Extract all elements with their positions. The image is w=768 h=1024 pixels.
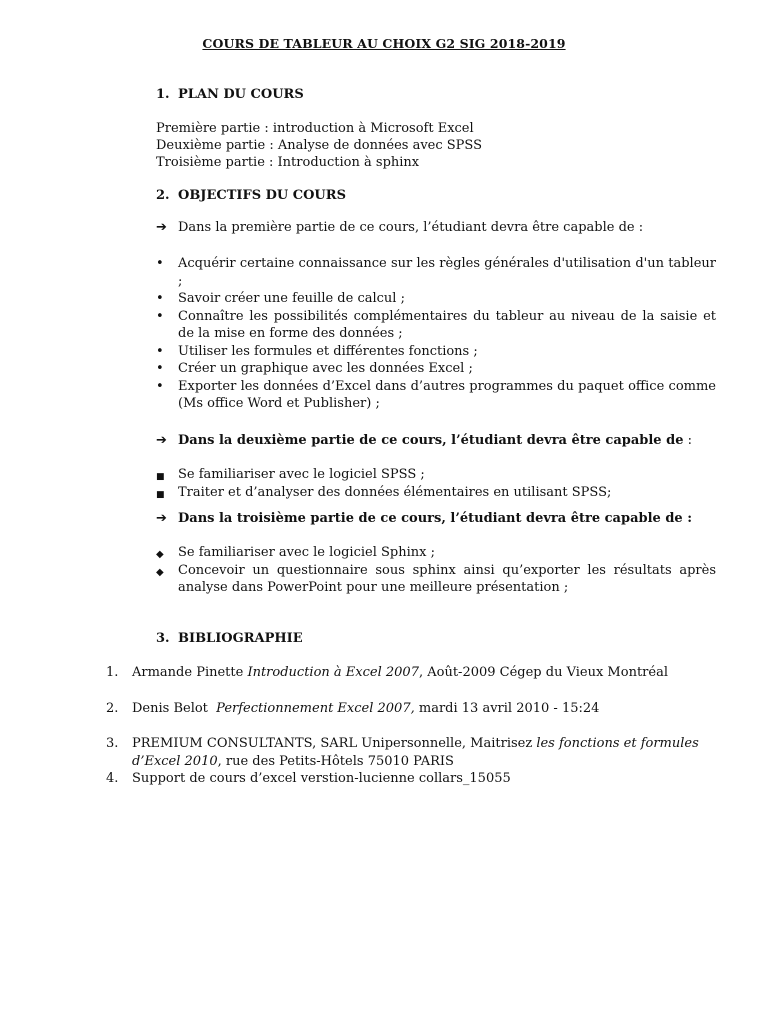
section-label: BIBLIOGRAPHIE bbox=[178, 631, 303, 646]
list-item bbox=[156, 562, 716, 597]
bullet-dot-icon: • bbox=[156, 361, 164, 376]
list-item-text: Connaître les possibilités complémentaires du tableur au niveau de la saisie et de la mise en forme des données ; bbox=[178, 308, 716, 341]
bullet-dot-icon: • bbox=[156, 343, 164, 359]
bullet-square-icon: ■ bbox=[156, 489, 165, 500]
list-item-text: Se familiariser avec le logiciel SPSS ; bbox=[178, 467, 425, 482]
section-number: 3. bbox=[156, 631, 170, 646]
list-item-text: Se familiariser avec le logiciel Sphinx ; bbox=[178, 545, 435, 560]
plan-line-3: Troisième partie : Introduction à sphinx bbox=[156, 155, 420, 170]
list-item bbox=[156, 308, 716, 343]
item-title: les fonctions et formules d’Excel 2010 bbox=[132, 736, 699, 769]
list-item bbox=[156, 255, 716, 290]
section-label: PLAN DU COURS bbox=[178, 87, 304, 102]
list-item-text: Acquérir certaine connaissance sur les règles générales d'utilisation d'un tableur ; bbox=[178, 256, 716, 289]
bibliography-item bbox=[106, 735, 716, 770]
bullet-dot-icon: • bbox=[156, 378, 164, 394]
item-details: , rue des Petits-Hôtels 75010 PARIS bbox=[217, 753, 454, 769]
bibliography-item bbox=[106, 700, 716, 718]
list-item bbox=[156, 360, 716, 378]
section-heading-objectifs bbox=[156, 188, 346, 203]
bibliography-item bbox=[106, 770, 716, 788]
item-author: Denis Belot bbox=[132, 700, 217, 716]
list-item bbox=[156, 484, 716, 502]
list-item bbox=[156, 466, 716, 484]
list-item-text: Exporter les données d’Excel dans d’autres programmes du paquet office comme (Ms office Word et Publisher) ; bbox=[178, 378, 716, 411]
list-item-text: Savoir créer une feuille de calcul ; bbox=[178, 291, 405, 306]
part2-intro bbox=[156, 432, 716, 450]
list-item-text: Traiter et d’analyser des données élémentaires en utilisant SPSS; bbox=[178, 484, 612, 500]
item-number: 3. bbox=[106, 736, 119, 751]
right-arrow-icon: ➔ bbox=[156, 433, 167, 448]
part1-intro-text: Dans la première partie de ce cours, l’étudiant devra être capable de : bbox=[178, 220, 644, 235]
section-heading-bibliographie bbox=[156, 631, 303, 646]
bullet-dot-icon: • bbox=[156, 308, 164, 324]
right-arrow-icon: ➔ bbox=[156, 511, 167, 526]
item-details: mardi 13 avril 2010 - 15:24 bbox=[414, 700, 600, 716]
part3-intro bbox=[156, 510, 716, 528]
section-number: 2. bbox=[156, 188, 170, 203]
part1-intro bbox=[156, 219, 716, 237]
item-number: 2. bbox=[106, 700, 119, 716]
part3-intro-text: Dans la troisième partie de ce cours, l’étudiant devra être capable de : bbox=[178, 511, 693, 526]
item-title: Perfectionnement Excel 2007, bbox=[216, 700, 415, 716]
bullet-dot-icon: • bbox=[156, 256, 164, 271]
section-number: 1. bbox=[156, 87, 170, 102]
list-item-text: Concevoir un questionnaire sous sphinx ainsi qu’exporter les résultats après analyse dans PowerPoint pour une meilleure présentation ; bbox=[178, 562, 716, 595]
bullet-dot-icon: • bbox=[156, 291, 164, 306]
part2-intro-text: Dans la deuxième partie de ce cours, l’étudiant devra être capable de bbox=[178, 433, 684, 448]
part1-list bbox=[156, 255, 716, 413]
item-details: , Août-2009 Cégep du Vieux Montréal bbox=[418, 665, 668, 680]
section-heading-plan bbox=[156, 87, 304, 102]
right-arrow-icon: ➔ bbox=[156, 220, 167, 235]
section-label: OBJECTIFS DU COURS bbox=[178, 188, 346, 203]
plan-line-2: Deuxième partie : Analyse de données avec SPSS bbox=[156, 138, 483, 153]
bibliography-item bbox=[106, 664, 716, 682]
part3-list bbox=[156, 544, 716, 597]
bullet-diamond-icon: ◆ bbox=[156, 566, 164, 578]
part2-list bbox=[156, 466, 716, 501]
spacer bbox=[106, 682, 716, 700]
item-author: PREMIUM CONSULTANTS, SARL Unipersonnelle, Maitrisez bbox=[132, 736, 537, 751]
bullet-diamond-icon: ◆ bbox=[156, 549, 164, 560]
item-number: 4. bbox=[106, 771, 119, 786]
list-item bbox=[156, 290, 716, 308]
item-title: Introduction à Excel 2007 bbox=[247, 665, 419, 680]
list-item bbox=[156, 378, 716, 413]
list-item-text: Utiliser les formules et différentes fonctions ; bbox=[178, 343, 478, 359]
bibliography-list bbox=[106, 664, 716, 788]
spacer bbox=[106, 717, 716, 735]
plan-line-1: Première partie : introduction à Microsoft Excel bbox=[156, 121, 474, 136]
part2-intro-suffix: : bbox=[683, 433, 692, 448]
list-item bbox=[156, 544, 716, 562]
item-author: Support de cours d’excel verstion-lucienne collars_15055 bbox=[132, 771, 511, 786]
document-title: COURS DE TABLEUR AU CHOIX G2 SIG 2018-2019 bbox=[202, 36, 566, 51]
item-number: 1. bbox=[106, 665, 119, 680]
item-author: Armande Pinette bbox=[132, 665, 248, 680]
list-item bbox=[156, 343, 716, 361]
list-item-text: Créer un graphique avec les données Excel ; bbox=[178, 361, 473, 376]
bullet-square-icon: ■ bbox=[156, 472, 165, 482]
